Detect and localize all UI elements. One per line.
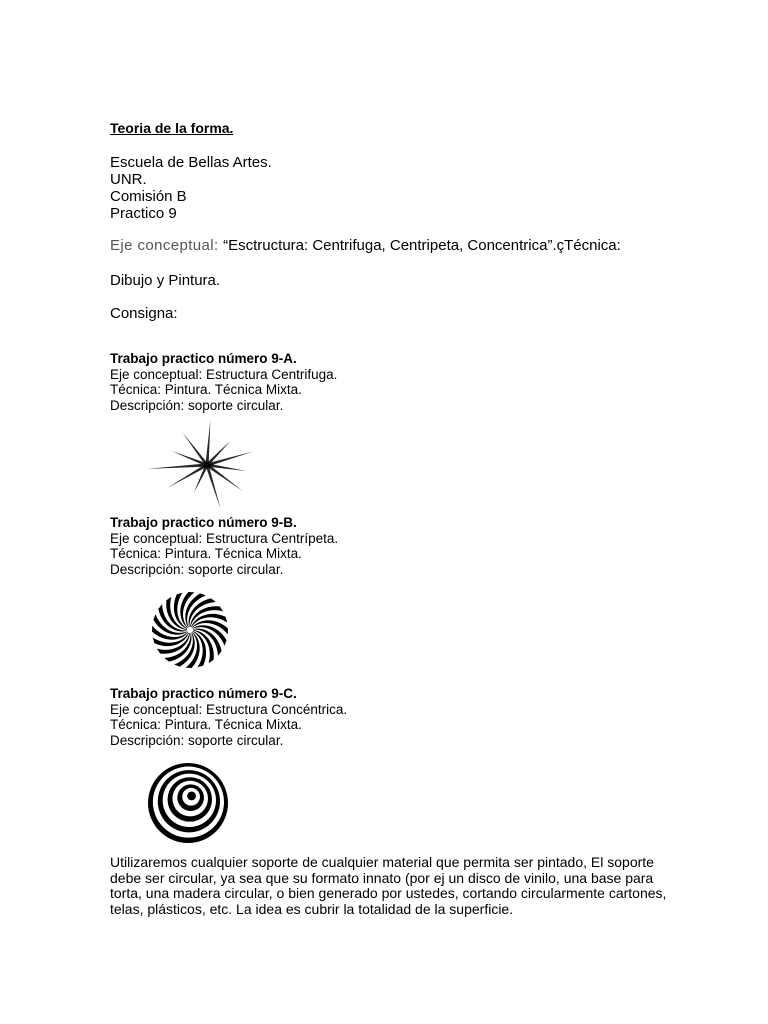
trabajo-b-tecnica: Técnica: Pintura. Técnica Mixta. (110, 546, 302, 561)
trabajo-b-heading: Trabajo practico número 9-B. (110, 515, 297, 530)
starburst-ray (205, 420, 210, 465)
trabajo-a-tecnica: Técnica: Pintura. Técnica Mixta. (110, 382, 302, 397)
starburst-ray (147, 463, 207, 468)
eje-conceptual-line (110, 237, 621, 254)
commission-line: Comisión B (110, 188, 187, 205)
consigna-line: Consigna: (110, 305, 178, 322)
starburst-ray (205, 465, 220, 509)
header-info (110, 154, 272, 222)
concentric-ring (187, 791, 196, 800)
trabajo-c-tecnica: Técnica: Pintura. Técnica Mixta. (110, 717, 302, 732)
trabajo-a-block (110, 351, 337, 413)
dibujo-line: Dibujo y Pintura. (110, 272, 221, 289)
trabajo-c-block (110, 686, 347, 748)
university-line: UNR. (110, 171, 147, 188)
starburst-figure (142, 420, 272, 510)
trabajo-a-eje: Eje conceptual: Estructura Centrifuga. (110, 366, 338, 382)
eje-text: “Esctructura: Centrifuga, Centripeta, Concentrica”.çTécnica: (223, 237, 621, 254)
trabajo-b-block (110, 515, 338, 577)
practico-line: Practico 9 (110, 205, 177, 222)
page-title: Teoria de la forma. (110, 120, 234, 136)
trabajo-c-heading: Trabajo practico número 9-C. (110, 686, 297, 701)
school-line: Escuela de Bellas Artes. (110, 154, 272, 171)
trabajo-c-descripcion: Descripción: soporte circular. (110, 732, 284, 748)
trabajo-a-heading: Trabajo practico número 9-A. (110, 351, 297, 366)
spiral-vanes-figure (148, 591, 232, 669)
concentric-spiral-figure (144, 762, 232, 844)
trabajo-b-eje: Eje conceptual: Estructura Centrípeta. (110, 530, 339, 546)
trabajo-a-descripcion: Descripción: soporte circular. (110, 397, 284, 413)
trabajo-c-eje: Eje conceptual: Estructura Concéntrica. (110, 701, 348, 717)
instructions-paragraph: Utilizaremos cualquier soporte de cualquier material que permita ser pintado, El soporte debe ser circular, ya sea que su formato innato (por ej un disco de vinilo, una base para torta, una madera circular, o bien generado por ustedes, cortando circularmente cartones, telas, plásticos, etc. La idea es cubrir la totalidad de la superficie. (110, 854, 667, 917)
eje-label: Eje conceptual: (110, 237, 224, 254)
trabajo-b-descripcion: Descripción: soporte circular. (110, 561, 284, 577)
